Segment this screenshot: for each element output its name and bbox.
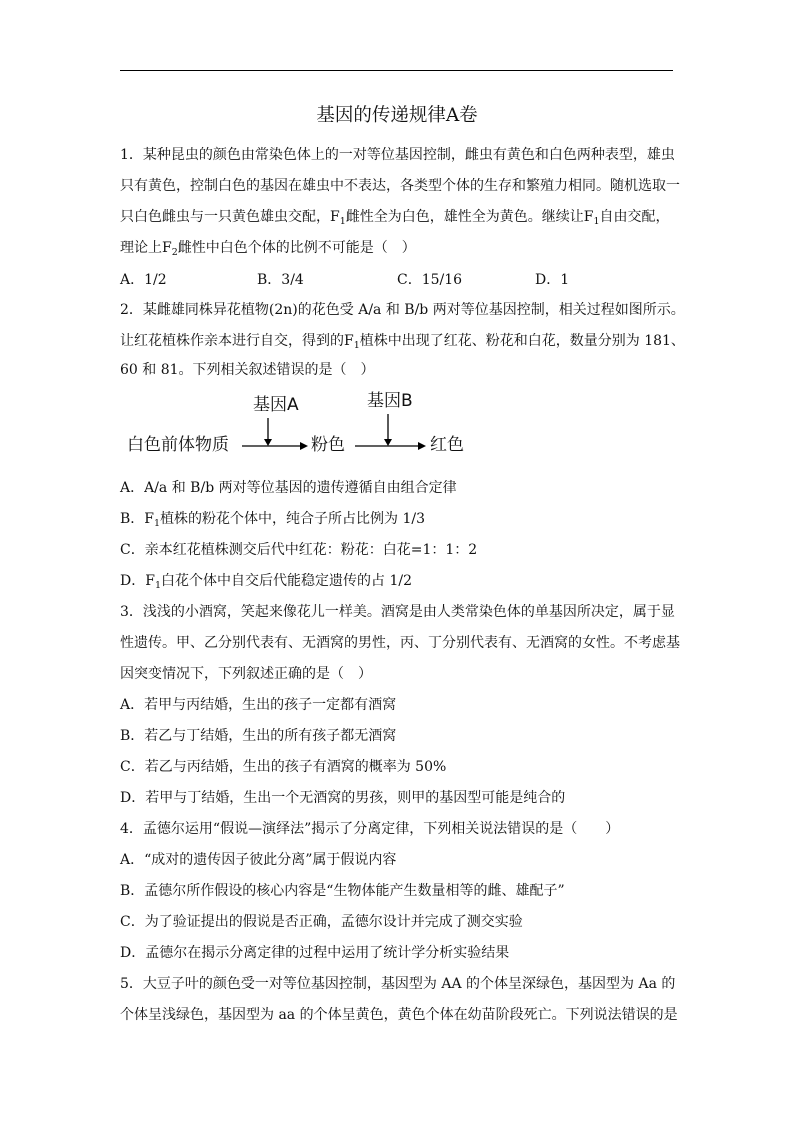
q2-line-1: 2．某雌雄同株异花植物(2n)的花色受 A/a 和 B/b 两对等位基因控制，相关过程如图所示。	[120, 302, 685, 318]
q5-line-2: 个体呈浅绿色，基因型为 aa 的个体呈黄色，黄色个体在幼苗阶段死亡。下列说法错误的是	[120, 1007, 678, 1023]
q2-line-3: 60 和 81。下列相关叙述错误的是（ ）	[120, 362, 375, 378]
q3-line-2: 性遗传。甲、乙分别代表有、无酒窝的男性，丙、丁分别代表有、无酒窝的女性。不考虑基	[120, 635, 680, 651]
q3-option-b: B．若乙与丁结婚，生出的所有孩子都无酒窝	[120, 728, 397, 744]
q1-option-a: A．1/2	[120, 272, 167, 288]
q1-option-c: C．15/16	[397, 272, 463, 288]
pink-label: 粉色	[311, 435, 345, 455]
q2-line-2: 让红花植株作亲本进行自交，得到的$F_1$植株中出现了红花、粉花和白花，数量分别为 181、	[120, 333, 685, 351]
gene-a-arrowhead	[264, 439, 272, 446]
page-title: 基因的传递规律A卷	[316, 105, 478, 126]
q1-option-b: B．3/4	[257, 272, 304, 288]
q1-option-d: D．1	[535, 272, 570, 288]
q2-option-c: C．亲本红花植株测交后代中红花：粉花：白花=1：1：2	[120, 542, 478, 558]
q4-option-b: B．孟德尔所作假设的核心内容是“生物体能产生数量相等的雌、雄配子”	[120, 883, 565, 899]
q4-option-c: C．为了验证提出的假说是否正确，孟德尔设计并完成了测交实验	[120, 914, 523, 930]
pathway-arrows	[120, 388, 500, 463]
q4-option-d: D．孟德尔在揭示分离定律的过程中运用了统计学分析实验结果	[120, 945, 510, 961]
q4-stem: 4．孟德尔运用“假说—演绎法”揭示了分离定律，下列相关说法错误的是（ ）	[120, 821, 620, 837]
q5-line-1: 5．大豆子叶的颜色受一对等位基因控制，基因型为 AA 的个体呈深绿色，基因型为 Aa 的	[120, 976, 676, 992]
red-label: 红色	[430, 435, 464, 455]
precursor-label: 白色前体物质	[127, 435, 229, 455]
q1-options	[120, 269, 680, 289]
q3-line-1: 3．浅浅的小酒窝，笑起来像花儿一样美。酒窝是由人类常染色体的单基因所决定，属于显	[120, 604, 675, 620]
q3-option-d: D．若甲与丁结婚，生出一个无酒窝的男孩，则甲的基因型可能是纯合的	[120, 790, 566, 806]
q4-option-a: A．“成对的遗传因子彼此分离”属于假说内容	[120, 852, 397, 868]
q2-option-b: B．$F_1$植株的粉花个体中，纯合子所占比例为 1/3	[120, 511, 426, 529]
q1-line-2: 只有黄色，控制白色的基因在雄虫中不表达，各类型个体的生存和繁殖力相同。随机选取一	[120, 178, 680, 194]
q1-line-3: 只白色雌虫与一只黄色雄虫交配，$F_1$雌性全为白色，雄性全为黄色。继续让$F_1$自由交配，	[120, 209, 670, 227]
q2-option-d: D．$F_1$白花个体中自交后代能稳定遗传的占 1/2	[120, 573, 412, 591]
q3-option-a: A．若甲与丙结婚，生出的孩子一定都有酒窝	[120, 697, 397, 713]
pathway-diagram	[120, 388, 500, 463]
q1-line-4: 理论上$F_2$雌性中白色个体的比例不可能是（ ）	[120, 240, 416, 258]
gene-b-arrowhead	[384, 439, 392, 446]
gene-a-label: 基因A	[253, 395, 299, 415]
q2-option-a: A．A/a 和 B/b 两对等位基因的遗传遵循自由组合定律	[120, 480, 457, 496]
q1-line-1: 1．某种昆虫的颜色由常染色体上的一对等位基因控制，雌虫有黄色和白色两种表型，雄虫	[120, 147, 675, 163]
gene-b-label: 基因B	[367, 391, 413, 411]
arrow-1-head	[300, 442, 308, 450]
q3-option-c: C．若乙与丙结婚，生出的孩子有酒窝的概率为 50%	[120, 759, 447, 775]
arrow-2-head	[418, 442, 426, 450]
header-rule	[120, 70, 673, 71]
q3-line-3: 因突变情况下，下列叙述正确的是（ ）	[120, 666, 372, 682]
